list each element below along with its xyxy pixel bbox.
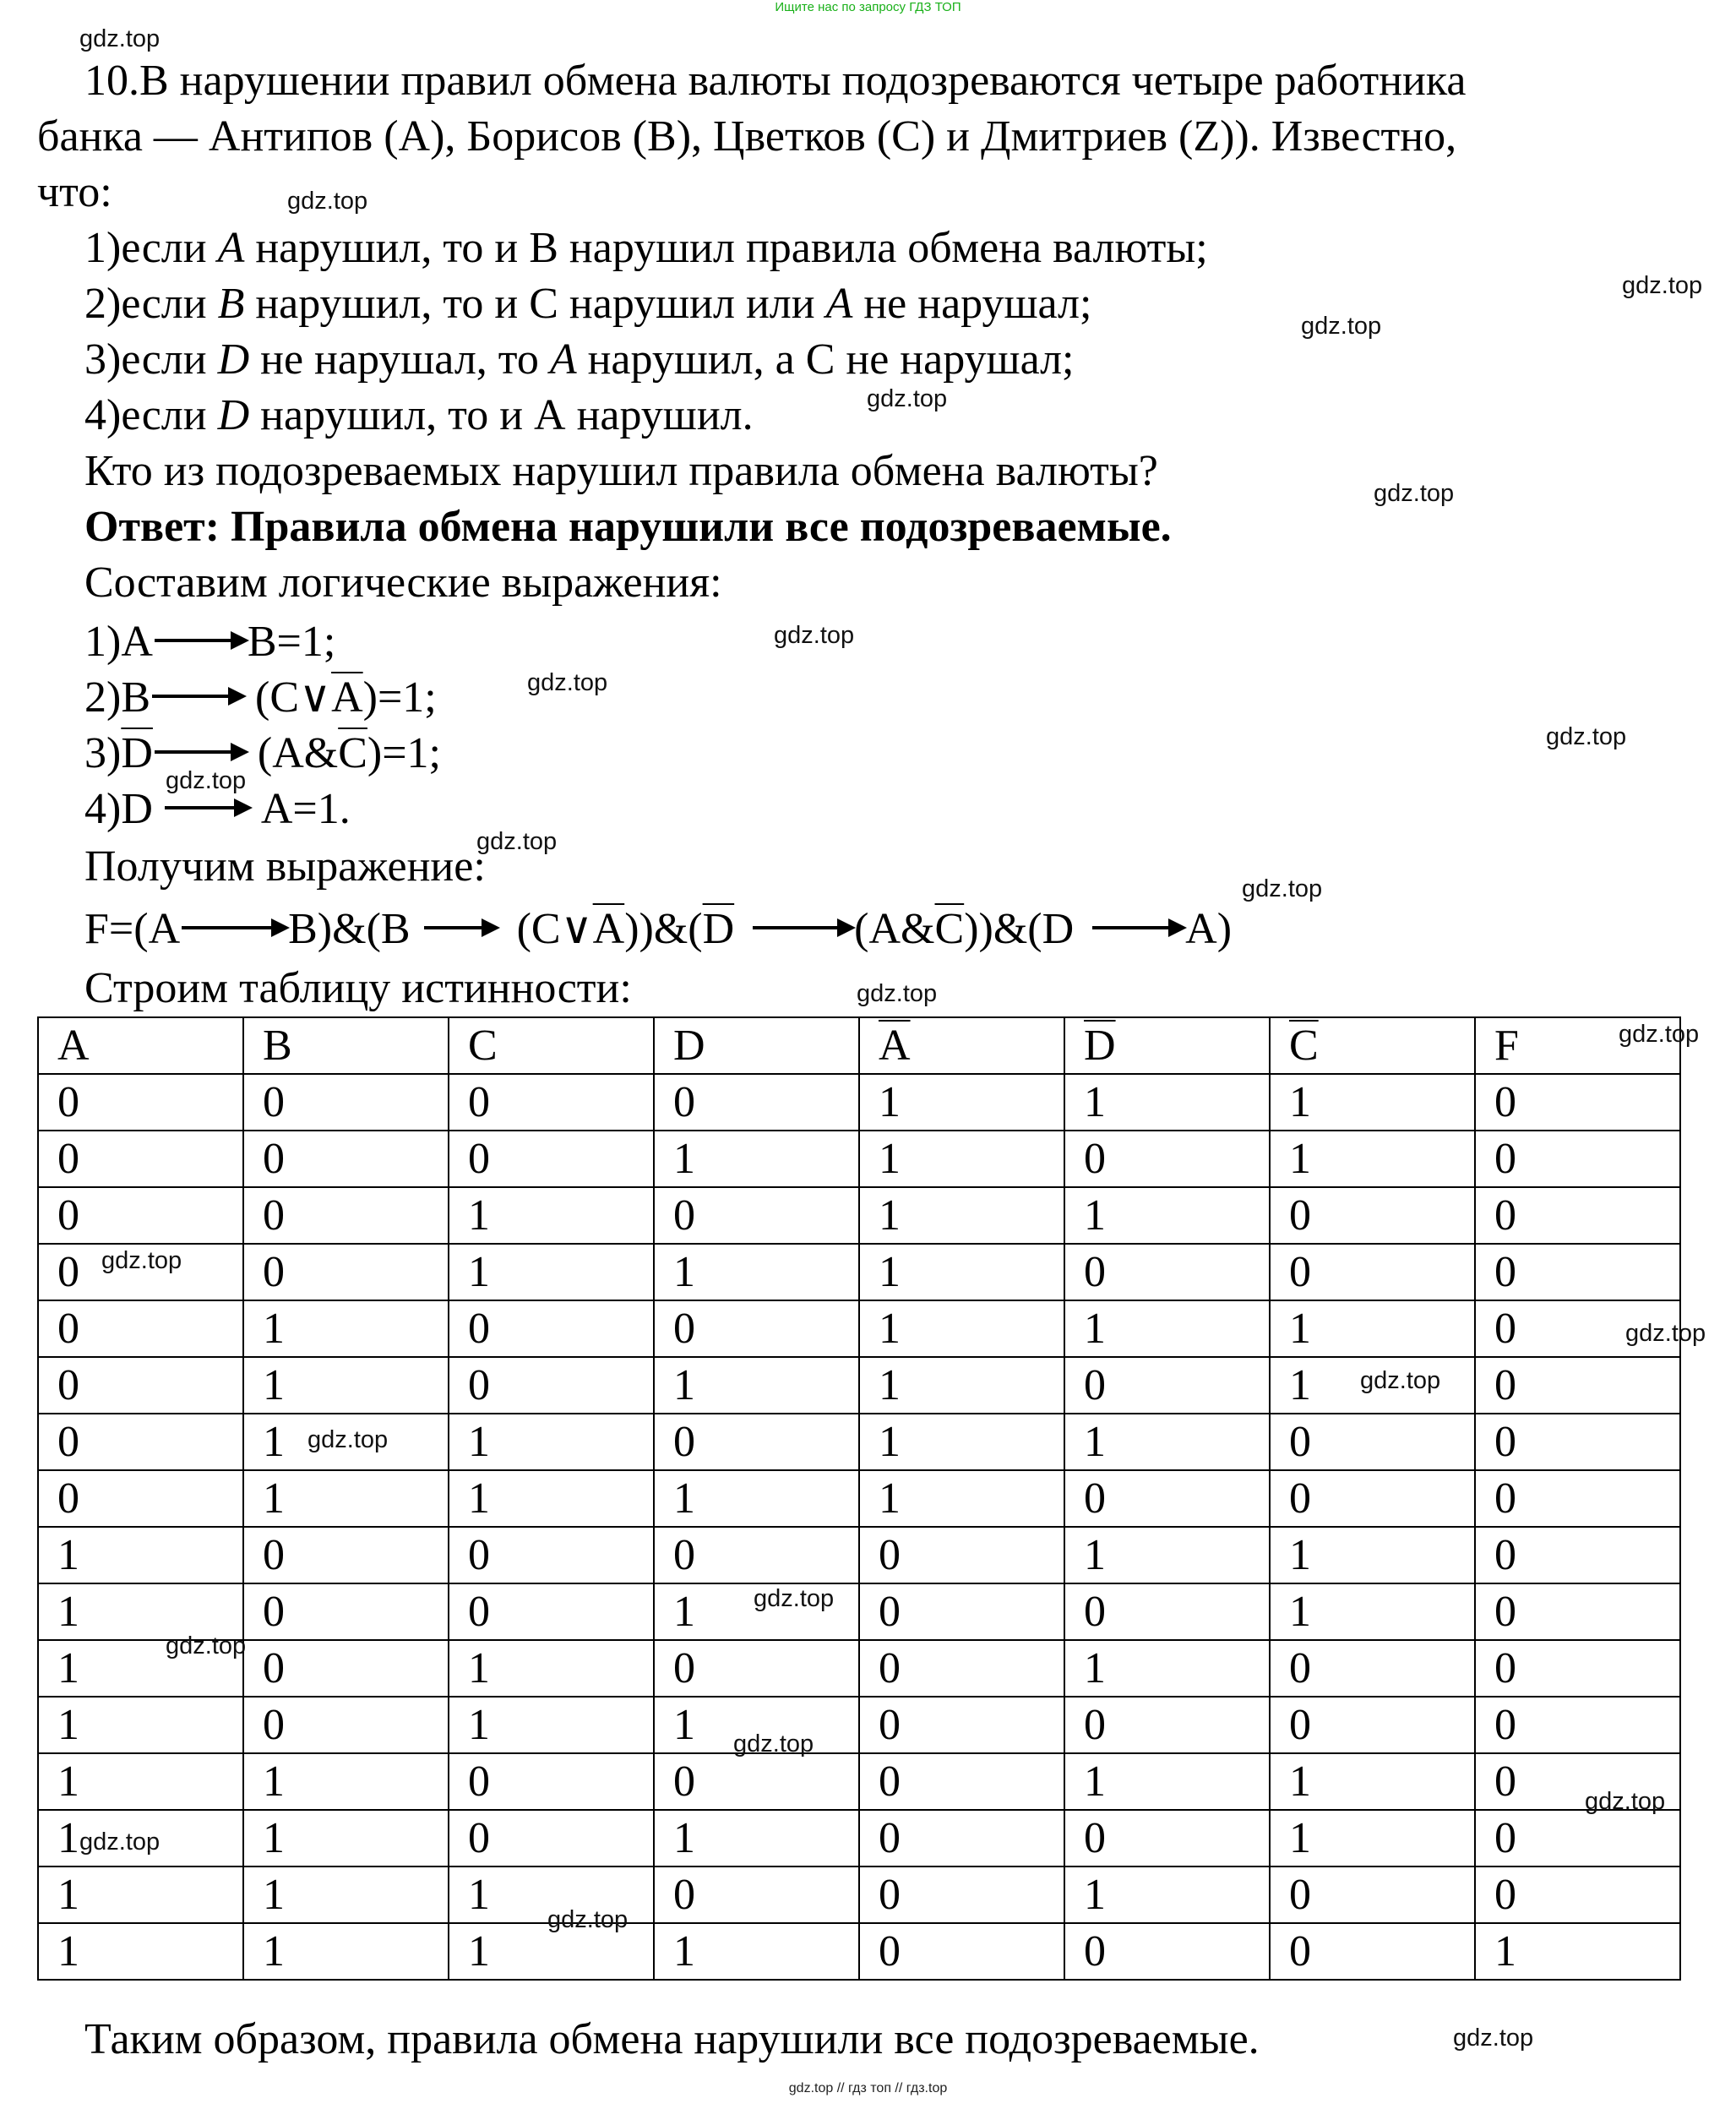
table-cell: 1: [1270, 1300, 1475, 1357]
watermark: gdz.top: [79, 1828, 161, 1856]
table-cell: 0: [243, 1640, 449, 1697]
table-header-cell: A: [38, 1017, 243, 1074]
table-row: [38, 1131, 1680, 1187]
table-cell: 1: [1064, 1187, 1270, 1244]
table-cell: 1: [1064, 1414, 1270, 1470]
table-cell: 1: [859, 1074, 1064, 1131]
table-cell: 1: [449, 1414, 654, 1470]
table-cell: 0: [654, 1414, 859, 1470]
table-cell: 0: [1270, 1866, 1475, 1923]
watermark: gdz.top: [1374, 480, 1455, 507]
table-cell: 0: [243, 1187, 449, 1244]
table-cell: 1: [654, 1357, 859, 1414]
table-cell: 0: [38, 1414, 243, 1470]
table-cell: 1: [1064, 1527, 1270, 1583]
table-cell: 0: [859, 1640, 1064, 1697]
condition-4: 4)если D нарушил, то и А нарушил.: [84, 391, 754, 439]
table-cell: 0: [1064, 1697, 1270, 1753]
bottom-banner: gdz.top // гдз топ // гдз.top: [788, 2081, 948, 2095]
table-row: [38, 1640, 1680, 1697]
table-cell: 1: [859, 1131, 1064, 1187]
table-cell: 1: [1270, 1583, 1475, 1640]
top-banner: Ищите нас по запросу ГДЗ ТОП: [775, 0, 961, 14]
table-cell: 0: [243, 1244, 449, 1300]
implies-arrow-icon: [165, 806, 249, 809]
table-cell: 0: [38, 1357, 243, 1414]
table-cell: 0: [1064, 1357, 1270, 1414]
table-cell: 1: [1064, 1640, 1270, 1697]
table-cell: 1: [449, 1244, 654, 1300]
table-cell: 1: [1270, 1357, 1475, 1414]
implies-arrow-icon: [152, 695, 243, 698]
table-cell: 0: [859, 1866, 1064, 1923]
watermark: gdz.top: [166, 1632, 247, 1659]
watermark: gdz.top: [867, 385, 948, 412]
table-cell: 0: [1064, 1244, 1270, 1300]
table-cell: 0: [859, 1583, 1064, 1640]
table-cell: 0: [654, 1753, 859, 1810]
watermark: gdz.top: [287, 188, 368, 215]
table-cell: 0: [654, 1300, 859, 1357]
table-row: [38, 1074, 1680, 1131]
table-cell: 1: [38, 1583, 243, 1640]
table-row: [38, 1583, 1680, 1640]
table-cell: 0: [1064, 1810, 1270, 1866]
table-cell: 0: [38, 1244, 243, 1300]
watermark: gdz.top: [1619, 1021, 1700, 1048]
table-header-cell: C: [449, 1017, 654, 1074]
table-cell: 1: [243, 1470, 449, 1527]
table-cell: 1: [243, 1414, 449, 1470]
table-cell: 0: [1270, 1244, 1475, 1300]
truth-table: [37, 1016, 1681, 1981]
table-cell: 0: [449, 1810, 654, 1866]
expression-2: 2)B $(C\vee\overline{A})=1$;: [84, 673, 437, 722]
table-cell: 0: [1475, 1414, 1680, 1470]
table-cell: 1: [1064, 1300, 1270, 1357]
table-cell: 1: [654, 1470, 859, 1527]
table-row: [38, 1187, 1680, 1244]
obtain-label: Получим выражение:: [84, 842, 486, 891]
watermark: gdz.top: [774, 622, 855, 649]
table-row: [38, 1527, 1680, 1583]
table-cell: 0: [1475, 1074, 1680, 1131]
table-cell: 1: [449, 1697, 654, 1753]
table-cell: 0: [243, 1527, 449, 1583]
table-cell: 0: [1475, 1527, 1680, 1583]
watermark: gdz.top: [1301, 313, 1382, 340]
table-row: [38, 1697, 1680, 1753]
table-cell: 0: [1270, 1923, 1475, 1980]
table-header-cell: $\overline{C}$: [1270, 1017, 1475, 1074]
table-cell: 0: [243, 1697, 449, 1753]
table-cell: 0: [1475, 1697, 1680, 1753]
expression-3: $3)\overline{D}$ $(A\&\overline{C})=1$;: [84, 729, 441, 777]
table-cell: 1: [449, 1187, 654, 1244]
condition-3: 3)если D не нарушал, то A нарушил, а С не нарушал;: [84, 335, 1075, 384]
table-cell: 0: [38, 1187, 243, 1244]
table-cell: 0: [1475, 1357, 1680, 1414]
table-cell: 0: [38, 1131, 243, 1187]
implies-arrow-icon: [424, 926, 497, 929]
watermark: gdz.top: [857, 980, 938, 1007]
table-row: [38, 1244, 1680, 1300]
table-cell: 0: [449, 1074, 654, 1131]
table-cell: 1: [449, 1470, 654, 1527]
table-cell: 0: [243, 1131, 449, 1187]
table-cell: 1: [1475, 1923, 1680, 1980]
table-cell: 1: [449, 1640, 654, 1697]
table-cell: 0: [859, 1810, 1064, 1866]
watermark: gdz.top: [547, 1906, 629, 1933]
table-cell: 1: [654, 1583, 859, 1640]
table-cell: 0: [654, 1527, 859, 1583]
table-cell: 1: [654, 1697, 859, 1753]
table-cell: 0: [1270, 1697, 1475, 1753]
table-cell: 0: [38, 1300, 243, 1357]
expression-1: 1)A B=1;: [84, 618, 336, 666]
table-cell: 1: [654, 1923, 859, 1980]
table-row: [38, 1866, 1680, 1923]
table-cell: 0: [449, 1357, 654, 1414]
table-cell: 1: [1270, 1074, 1475, 1131]
table-cell: 0: [654, 1640, 859, 1697]
table-cell: 1: [859, 1187, 1064, 1244]
implies-arrow-icon: [753, 926, 852, 929]
table-cell: 1: [38, 1640, 243, 1697]
table-cell: 0: [449, 1300, 654, 1357]
table-cell: 1: [38, 1697, 243, 1753]
table-cell: 0: [859, 1697, 1064, 1753]
table-cell: 0: [1475, 1300, 1680, 1357]
table-cell: 1: [38, 1866, 243, 1923]
table-row: [38, 1300, 1680, 1357]
watermark: gdz.top: [79, 25, 161, 52]
table-cell: 0: [1270, 1414, 1475, 1470]
table-cell: 1: [38, 1753, 243, 1810]
table-header-cell: $\overline{D}$: [1064, 1017, 1270, 1074]
table-cell: 1: [859, 1357, 1064, 1414]
table-cell: 0: [1475, 1583, 1680, 1640]
problem-line-3: что:: [37, 168, 112, 216]
table-cell: 1: [859, 1300, 1064, 1357]
problem-line-1: 10.В нарушении правил обмена валюты подозреваются четыре работника: [84, 57, 1467, 105]
table-cell: 1: [859, 1244, 1064, 1300]
table-cell: 1: [243, 1300, 449, 1357]
compose-label: Составим логические выражения:: [84, 559, 722, 607]
table-cell: 0: [1270, 1640, 1475, 1697]
table-cell: 1: [1270, 1753, 1475, 1810]
table-cell: 0: [1064, 1923, 1270, 1980]
table-cell: 0: [243, 1583, 449, 1640]
table-cell: 0: [1475, 1753, 1680, 1810]
table-cell: 1: [243, 1866, 449, 1923]
table-cell: 1: [1270, 1131, 1475, 1187]
table-cell: 1: [1064, 1074, 1270, 1131]
conclusion: Таким образом, правила обмена нарушили все подозреваемые.: [84, 2015, 1260, 2063]
table-cell: 1: [449, 1866, 654, 1923]
table-cell: 1: [1270, 1527, 1475, 1583]
table-cell: 0: [1475, 1470, 1680, 1527]
expression-4: 4)D A=1.: [84, 785, 351, 833]
watermark: gdz.top: [1585, 1788, 1666, 1815]
condition-2: 2)если B нарушил, то и С нарушил или A не нарушал;: [84, 280, 1092, 328]
implies-arrow-icon: [155, 639, 246, 642]
watermark: gdz.top: [476, 828, 558, 855]
table-cell: 0: [654, 1866, 859, 1923]
watermark: gdz.top: [527, 669, 608, 696]
table-cell: 0: [449, 1131, 654, 1187]
table-cell: 0: [243, 1074, 449, 1131]
table-cell: 1: [1270, 1810, 1475, 1866]
table-cell: 1: [243, 1810, 449, 1866]
table-cell: 1: [654, 1131, 859, 1187]
table-header-cell: $\overline{A}$: [859, 1017, 1064, 1074]
watermark: gdz.top: [307, 1426, 389, 1453]
problem-line-2: банка — Антипов (А), Борисов (В), Цветков (С) и Дмитриев (Z)). Известно,: [37, 112, 1457, 161]
table-row: [38, 1810, 1680, 1866]
table-cell: 1: [38, 1923, 243, 1980]
table-cell: 0: [859, 1923, 1064, 1980]
table-header-cell: D: [654, 1017, 859, 1074]
watermark: gdz.top: [754, 1585, 835, 1612]
table-cell: 1: [243, 1923, 449, 1980]
table-cell: 1: [38, 1527, 243, 1583]
watermark: gdz.top: [101, 1247, 182, 1274]
table-cell: 0: [1475, 1187, 1680, 1244]
table-cell: 1: [859, 1414, 1064, 1470]
table-row: [38, 1414, 1680, 1470]
table-cell: 0: [1270, 1470, 1475, 1527]
table-cell: 0: [1475, 1640, 1680, 1697]
table-cell: 0: [1475, 1244, 1680, 1300]
table-row: [38, 1470, 1680, 1527]
table-cell: 0: [654, 1074, 859, 1131]
table-header-cell: B: [243, 1017, 449, 1074]
table-cell: 0: [1270, 1187, 1475, 1244]
answer: Ответ: Правила обмена нарушили все подозреваемые.: [84, 503, 1172, 551]
watermark: gdz.top: [166, 767, 247, 794]
table-cell: 0: [38, 1074, 243, 1131]
implies-arrow-icon: [1092, 926, 1184, 929]
table-cell: 1: [243, 1357, 449, 1414]
watermark: gdz.top: [1360, 1367, 1441, 1394]
formula: F=(A B)&(B $(C\vee\overline{A}))\&(\overline{D}$ $(A\&\overline{C}))\&(D$ A): [84, 905, 1233, 953]
table-cell: 0: [859, 1753, 1064, 1810]
table-cell: 1: [859, 1470, 1064, 1527]
watermark: gdz.top: [1546, 723, 1627, 750]
table-cell: 1: [1064, 1753, 1270, 1810]
table-cell: 0: [1064, 1131, 1270, 1187]
question: Кто из подозреваемых нарушил правила обмена валюты?: [84, 447, 1158, 495]
table-cell: 1: [449, 1923, 654, 1980]
table-cell: 1: [38, 1810, 243, 1866]
table-cell: 0: [1475, 1866, 1680, 1923]
table-cell: 0: [1064, 1583, 1270, 1640]
table-cell: 0: [449, 1527, 654, 1583]
implies-arrow-icon: [155, 750, 246, 754]
table-cell: 1: [654, 1244, 859, 1300]
watermark: gdz.top: [1622, 272, 1703, 299]
table-cell: 0: [859, 1527, 1064, 1583]
table-header-cell: F: [1475, 1017, 1680, 1074]
table-cell: 1: [654, 1810, 859, 1866]
watermark: gdz.top: [1242, 875, 1323, 902]
table-cell: 0: [449, 1583, 654, 1640]
table-cell: 0: [449, 1753, 654, 1810]
table-row: [38, 1923, 1680, 1980]
watermark: gdz.top: [733, 1730, 814, 1758]
condition-1: 1)если A нарушил, то и В нарушил правила обмена валюты;: [84, 224, 1208, 272]
implies-arrow-icon: [182, 926, 286, 929]
watermark: gdz.top: [1625, 1320, 1706, 1347]
table-cell: 0: [1064, 1470, 1270, 1527]
table-cell: 1: [243, 1753, 449, 1810]
table-label: Строим таблицу истинности:: [84, 964, 632, 1012]
table-cell: 0: [1475, 1810, 1680, 1866]
table-cell: 0: [1475, 1131, 1680, 1187]
table-row: [38, 1753, 1680, 1810]
table-cell: 1: [1064, 1866, 1270, 1923]
watermark: gdz.top: [1453, 2025, 1534, 2052]
table-cell: 0: [654, 1187, 859, 1244]
table-header-row: [38, 1017, 1680, 1074]
table-cell: 0: [38, 1470, 243, 1527]
